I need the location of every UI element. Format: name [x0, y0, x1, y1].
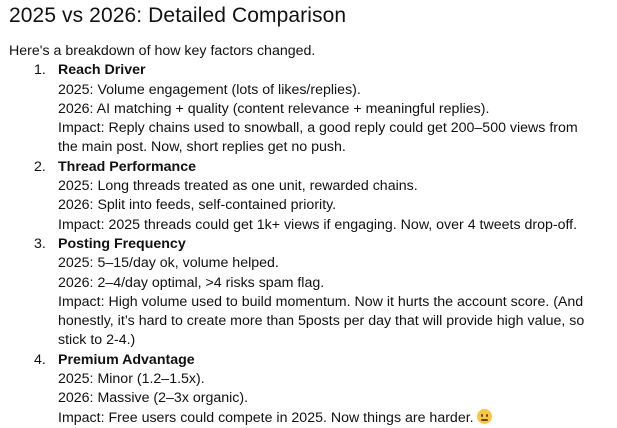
factor-line-2025: 2025: Volume engagement (lots of likes/replies). [58, 81, 361, 98]
factor-number: 3. [34, 235, 46, 252]
factor-line-impact-row [58, 409, 617, 428]
factor-line-2026: 2026: Split into feeds, self-contained priority. [58, 197, 337, 214]
factor-line-impact: Impact: Free users could compete in 2025. Now things are harder. [58, 409, 474, 426]
factor-item-premium-advantage [9, 351, 617, 428]
factor-line-impact: Impact: High volume used to build momentum. Now it hurts the account score. (And [58, 293, 584, 310]
factor-line-2026: 2026: 2–4/day optimal, >4 risks spam flag. [58, 274, 325, 291]
factor-item-reach-driver [9, 61, 617, 157]
factor-item-thread-performance [9, 158, 617, 235]
factor-list [9, 61, 617, 428]
factor-number: 1. [34, 62, 46, 79]
intro-text: Here's a breakdown of how key factors changed. [9, 43, 316, 59]
factor-number: 2. [34, 158, 46, 175]
factor-title: Thread Performance [58, 158, 196, 175]
factor-line-2026: 2026: Massive (2–3x organic). [58, 390, 249, 407]
factor-line-impact-cont: honestly, it’s hard to create more than 5posts per day that will provide high value, so [58, 313, 585, 330]
factor-line-impact: Impact: 2025 threads could get 1k+ views if engaging. Now, over 4 tweets drop-off. [58, 216, 578, 233]
factor-number: 4. [34, 351, 46, 368]
factor-line-2025: 2025: Minor (1.2–1.5x). [58, 371, 205, 388]
factor-title: Premium Advantage [58, 351, 195, 368]
factor-line-2025: 2025: 5–15/day ok, volume helped. [58, 255, 279, 272]
factor-title: Reach Driver [58, 62, 146, 79]
factor-line-impact-cont: the main post. Now, short replies get no push. [58, 139, 346, 156]
grimacing-face-icon [477, 409, 492, 424]
factor-title: Posting Frequency [58, 235, 186, 252]
factor-item-posting-frequency [9, 235, 617, 351]
factor-line-impact-cont: stick to 2-4.) [58, 332, 136, 349]
factor-line-2025: 2025: Long threads treated as one unit, rewarded chains. [58, 178, 418, 195]
factor-line-impact: Impact: Reply chains used to snowball, a good reply could get 200–500 views from [58, 120, 578, 137]
page-title: 2025 vs 2026: Detailed Comparison [9, 4, 347, 27]
factor-line-2026: 2026: AI matching + quality (content relevance + meaningful replies). [58, 100, 490, 117]
